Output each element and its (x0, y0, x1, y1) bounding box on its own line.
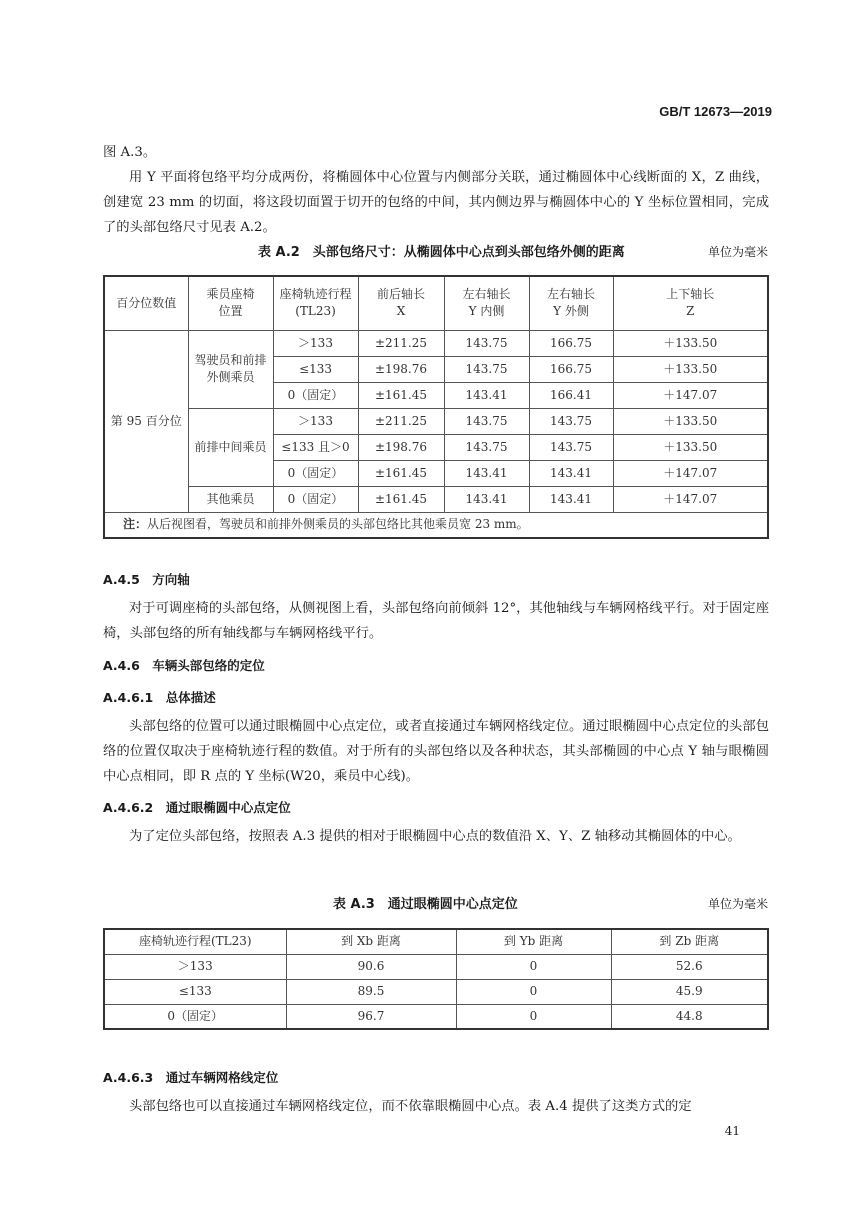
table-cell: 0（固定） (273, 382, 358, 408)
table-cell: 89.5 (286, 979, 456, 1004)
table-row (104, 486, 768, 512)
table-cell: 0 (456, 954, 611, 979)
section-heading: A.4.6 车辆头部包络的定位 (103, 658, 265, 673)
table-cell: 座椅轨迹行程 (TL23) (273, 276, 358, 330)
table-row (104, 979, 768, 1004)
paragraph: 为了定位头部包络，按照表 A.3 提供的相对于眼椭圆中心点的数值沿 X、Y、Z 轴移动其椭圆体的中心。 (129, 829, 741, 844)
table-cell: 百分位数值 (104, 276, 188, 330)
table-cell: 到 Zb 距离 (611, 929, 768, 954)
table-cell: 0 (456, 979, 611, 1004)
table-cell: 0（固定） (273, 460, 358, 486)
table-cell: 143.41 (444, 460, 529, 486)
table-row (104, 330, 768, 356)
table-cell: 166.41 (529, 382, 613, 408)
table-cell: 44.8 (611, 1004, 768, 1029)
table-cell: ＞133 (273, 330, 358, 356)
paragraph: 头部包络也可以直接通过车辆网格线定位，而不依靠眼椭圆中心点。表 A.4 提供了这类方式的定 (129, 1099, 692, 1114)
table-cell: 其他乘员 (188, 486, 273, 512)
table-cell: 143.75 (444, 356, 529, 382)
table-cell: 90.6 (286, 954, 456, 979)
unit-label: 单位为毫米 (707, 245, 768, 259)
table-note: 注：从后视图看，驾驶员和前排外侧乘员的头部包络比其他乘员宽 23 mm。 (104, 512, 768, 538)
table-cell: 0 (456, 1004, 611, 1029)
section-heading: A.4.6.1 总体描述 (103, 690, 216, 705)
table-cell: 143.75 (529, 434, 613, 460)
table-cell: 143.75 (444, 408, 529, 434)
table-cell: 0（固定） (273, 486, 358, 512)
section-heading: A.4.6.3 通过车辆网格线定位 (103, 1070, 279, 1085)
table-cell: 45.9 (611, 979, 768, 1004)
table-cell: 到 Xb 距离 (286, 929, 456, 954)
table-cell: ±161.45 (358, 486, 444, 512)
paragraph: 用 Y 平面将包络平均分成两份，将椭圆体中心位置与内侧部分关联，通过椭圆体中心线断面的 X，Z 曲线，创建宽 23 mm 的切面，将这段切面置于切开的包络的中间，其内侧边界与椭圆体中心的 Y 坐标位置相同，完成了的头部包络尺寸见表 A.2。 (103, 170, 769, 235)
table-cell: ±198.76 (358, 434, 444, 460)
table-cell: ≤133 (104, 979, 286, 1004)
table-cell: 左右轴长 Y 内侧 (444, 276, 529, 330)
table-header-row (104, 929, 768, 954)
table-cell: 座椅轨迹行程(TL23) (104, 929, 286, 954)
table-cell: 143.75 (444, 330, 529, 356)
table-cell: ±198.76 (358, 356, 444, 382)
table-cell: ＋147.07 (613, 486, 768, 512)
table-row (104, 954, 768, 979)
table-cell: ＋147.07 (613, 460, 768, 486)
table-cell: 143.41 (529, 460, 613, 486)
table-cell: 第 95 百分位 (104, 330, 188, 512)
table-cell: 143.41 (529, 486, 613, 512)
table-cell: 左右轴长 Y 外侧 (529, 276, 613, 330)
table-cell: 乘员座椅 位置 (188, 276, 273, 330)
table-cell: ±161.45 (358, 460, 444, 486)
table-caption: 表 A.2 头部包络尺寸：从椭圆体中心点到头部包络外侧的距离 (258, 245, 625, 260)
table-cell: ＋133.50 (613, 330, 768, 356)
table-cell: ＋133.50 (613, 434, 768, 460)
paragraph: 对于可调座椅的头部包络，从侧视图上看，头部包络向前倾斜 12°，其他轴线与车辆网格线平行。对于固定座椅，头部包络的所有轴线都与车辆网格线平行。 (103, 601, 769, 641)
section-heading: A.4.5 方向轴 (103, 572, 190, 587)
table-cell: ＋133.50 (613, 408, 768, 434)
table-cell: 166.75 (529, 330, 613, 356)
table-cell: ±161.45 (358, 382, 444, 408)
table-cell: 0（固定） (104, 1004, 286, 1029)
table-cell: 166.75 (529, 356, 613, 382)
table-cell: 143.75 (444, 434, 529, 460)
table-cell: 52.6 (611, 954, 768, 979)
section-heading: A.4.6.2 通过眼椭圆中心点定位 (103, 800, 291, 815)
table-cell: ±211.25 (358, 330, 444, 356)
table-header-row (104, 276, 768, 330)
table-cell: 143.41 (444, 486, 529, 512)
table-caption: 表 A.3 通过眼椭圆中心点定位 (333, 897, 518, 912)
table-cell: ＞133 (104, 954, 286, 979)
table-row (104, 408, 768, 434)
table-row (104, 1004, 768, 1029)
table-cell: 驾驶员和前排 外侧乘员 (188, 330, 273, 408)
table-cell: ±211.25 (358, 408, 444, 434)
head-envelope-table (103, 275, 769, 539)
eye-ellipse-table (103, 928, 769, 1030)
unit-label: 单位为毫米 (707, 897, 768, 911)
table-cell: ≤133 且＞0 (273, 434, 358, 460)
table-cell: 前后轴长 X (358, 276, 444, 330)
page-number: 41 (724, 1124, 740, 1138)
table-cell: 96.7 (286, 1004, 456, 1029)
table-cell: ≤133 (273, 356, 358, 382)
paragraph: 头部包络的位置可以通过眼椭圆中心点定位，或者直接通过车辆网格线定位。通过眼椭圆中心点定位的头部包络的位置仅取决于座椅轨迹行程的数值。对于所有的头部包络以及各种状态，其头部椭圆的中心点 Y 轴与眼椭圆中心点相同，即 R 点的 Y 坐标(W20，乘员中心线)。 (103, 719, 769, 784)
table-cell: 143.41 (444, 382, 529, 408)
table-cell: 143.75 (529, 408, 613, 434)
table-cell: 上下轴长 Z (613, 276, 768, 330)
standard-number: GB/T 12673—2019 (659, 104, 772, 119)
table-cell: ＞133 (273, 408, 358, 434)
table-cell: ＋133.50 (613, 356, 768, 382)
table-cell: 到 Yb 距离 (456, 929, 611, 954)
table-cell: ＋147.07 (613, 382, 768, 408)
table-cell: 前排中间乘员 (188, 408, 273, 486)
paragraph: 图 A.3。 (103, 145, 157, 160)
